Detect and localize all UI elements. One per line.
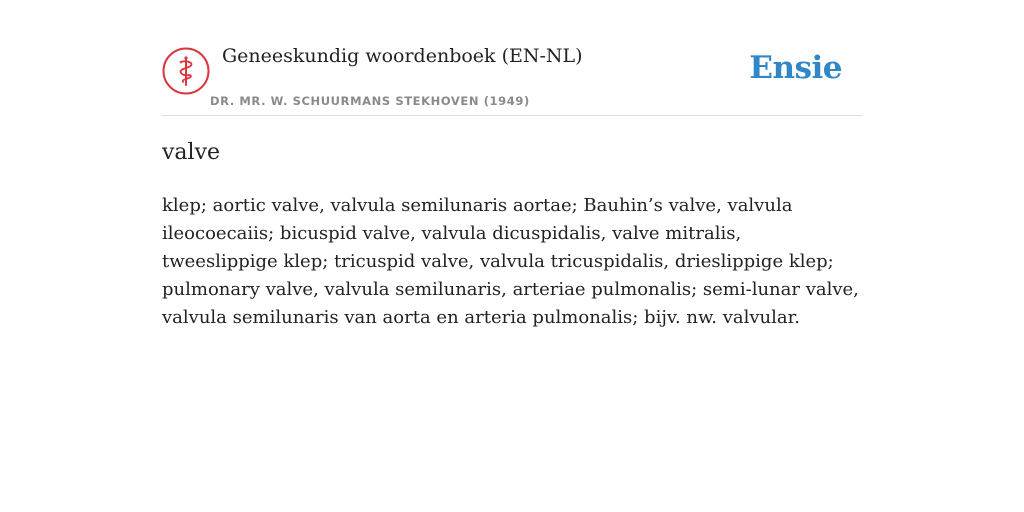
entry-container	[162, 0, 862, 328]
book-title[interactable]: Geneeskundig woordenboek (EN-NL)	[222, 45, 583, 67]
brand-logo-link[interactable]: Ensie	[749, 50, 842, 86]
dictionary-header	[162, 0, 862, 116]
caduceus-icon[interactable]	[162, 47, 210, 95]
entry-term: valve	[162, 140, 221, 165]
entry-definition: klep; aortic valve, valvula semilunaris aortae; Bauhin’s valve, valvula ileocoecaiis; bicuspid valve, valvula dicuspidalis, valve mitralis, tweeslippige klep; tricuspid valve, valvula tricuspidalis, drieslippige klep; pulmonary valve, valvula semilunaris, arteriae pulmonalis; semi-lunar valve, valvula semilunaris van aorta en arteria pulmonalis; bijv. nw. valvular.	[162, 195, 859, 328]
book-author: DR. MR. W. SCHUURMANS STEKHOVEN (1949)	[210, 94, 530, 108]
